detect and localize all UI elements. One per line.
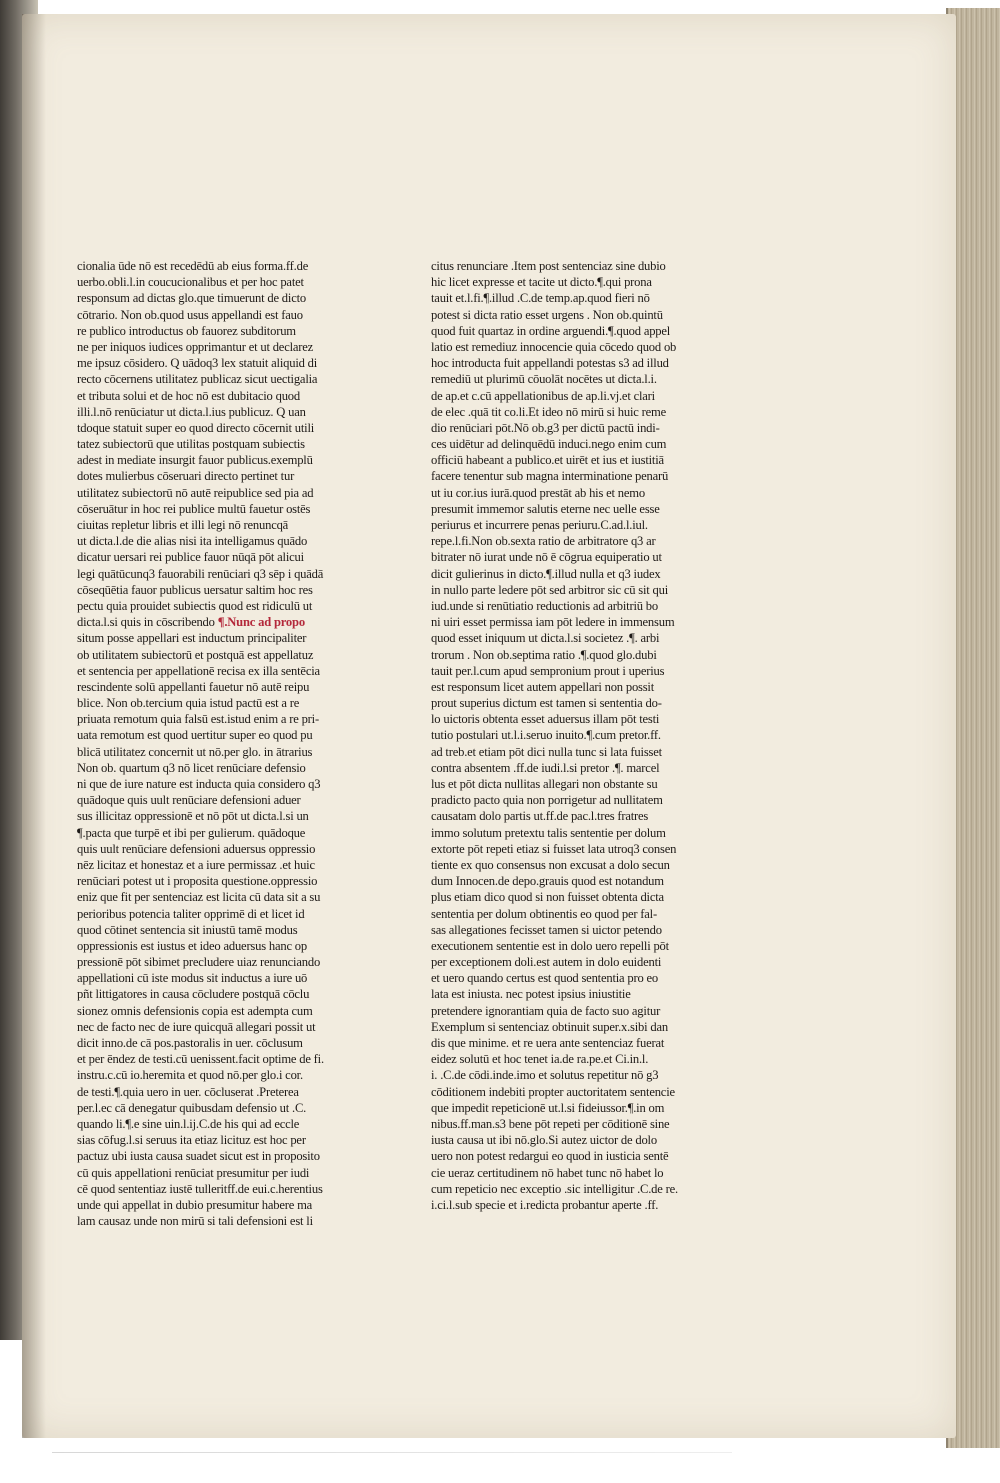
text-line-content: immo solutum pretextu talis sententie per dolum xyxy=(431,825,666,840)
text-line-content: ciuitas repletur libris et illi legi nō renuncqā xyxy=(77,518,289,532)
text-line xyxy=(77,388,347,404)
text-line-content: quando li.¶.e sine uin.l.ij.C.de his qui ad eccle xyxy=(77,1116,300,1131)
text-line-content: trorum . Non ob.septima ratio .¶.quod glo.dubi xyxy=(431,647,657,662)
text-line xyxy=(431,711,709,727)
text-line-content: pectu quia prouidet subiectis quod est ridiculū ut xyxy=(77,598,313,613)
text-line xyxy=(431,566,709,582)
text-line xyxy=(431,1035,709,1051)
text-line xyxy=(431,420,709,436)
text-line-content: sias cōfug.l.si seruus ita etiaz licituz est hoc per xyxy=(77,1133,306,1148)
text-line-content: et per ēndez de testi.cū uenissent.facit optime de fi. xyxy=(77,1052,324,1067)
text-line-content: potest si dicta ratio esset urgens . Non ob.quintū xyxy=(431,307,663,322)
text-line xyxy=(77,355,347,371)
text-line-content: renūciari potest ut i proposita questione.oppressio xyxy=(77,874,318,889)
text-line-content: cum repeticio nec exceptio .sic intelligitur .C.de re. xyxy=(431,1181,678,1196)
text-line-content: ces uidētur ad delinquēdū induci.nego enim cum xyxy=(431,437,667,452)
text-line-content: ad treb.et etiam pōt dici nulla tunc si lata fuisset xyxy=(431,744,662,759)
text-line-content: quis uult renūciare defensioni aduersus oppressio xyxy=(77,841,316,856)
text-line xyxy=(77,744,347,760)
text-line xyxy=(431,549,709,565)
text-line-content: repe.l.fi.Non ob.sexta ratio de arbitratore q3 ar xyxy=(431,534,656,549)
text-line xyxy=(77,339,347,355)
text-line xyxy=(77,647,347,663)
text-line xyxy=(431,1100,709,1116)
text-line xyxy=(431,501,709,517)
text-line-content: ni uiri esset permissa iam pōt ledere in immensum xyxy=(431,615,675,630)
text-line xyxy=(77,452,347,468)
text-line-content: lus et pōt dicta nullitas allegari non obstante su xyxy=(431,777,658,791)
text-line-content: uerbo.obli.l.in coucucionalibus et per hoc patet xyxy=(77,275,304,290)
text-line-content: re publico introductus ob fauorez subditorum xyxy=(77,323,296,338)
text-column-left xyxy=(77,258,347,1229)
text-line-content: instru.c.cū io.heremita et quod nō.per glo.i cor. xyxy=(77,1068,303,1083)
text-line xyxy=(77,695,347,711)
text-line xyxy=(431,873,709,889)
text-line-content: executionem sententie est in dolo uero repelli pōt xyxy=(431,938,669,953)
text-line xyxy=(431,582,709,598)
text-line-content: situm posse appellari est inductum principaliter xyxy=(77,631,307,646)
text-line xyxy=(77,1003,347,1019)
text-line-content: dicta.l.si quis in cōscribendo xyxy=(77,615,215,630)
text-line xyxy=(77,792,347,808)
text-line xyxy=(77,274,347,290)
text-line xyxy=(77,549,347,565)
text-line xyxy=(431,355,709,371)
text-line-content: cionalia ūde nō est recedēdū ab eius forma.ff.de xyxy=(77,259,309,273)
text-line-content: rescindente solū appellanti fauetur nō autē reipu xyxy=(77,679,310,694)
text-line-content: nēz licitaz et honestaz et a iure permissaz .et huic xyxy=(77,857,315,872)
text-line xyxy=(77,501,347,517)
text-line-content: oppressionis est iustus et ideo aduersus hanc op xyxy=(77,938,307,953)
text-line xyxy=(431,663,709,679)
text-line xyxy=(431,647,709,663)
text-line xyxy=(431,630,709,646)
text-line xyxy=(431,825,709,841)
text-line xyxy=(77,841,347,857)
text-line xyxy=(77,727,347,743)
text-line-content: pñt littigatores in causa cōcludere postquā cōclu xyxy=(77,987,310,1002)
text-line xyxy=(431,274,709,290)
text-line xyxy=(431,889,709,905)
text-line xyxy=(77,711,347,727)
text-line-content: periurus et incurrere penas periuru.C.ad.l.iul. xyxy=(431,518,648,532)
text-line xyxy=(77,1116,347,1132)
text-line-content: contra absentem .ff.de iudi.l.si pretor .¶. marcel xyxy=(431,760,660,775)
text-line-content: in nullo parte ledere pōt sed arbitror sic cū sit qui xyxy=(431,582,669,597)
text-line-content: sionez omnis defensionis copia est adempta cum xyxy=(77,1003,313,1018)
text-line-content: dotes mulierbus cōseruari directo pertinet tur xyxy=(77,469,295,484)
text-line xyxy=(77,420,347,436)
text-line-content: ob utilitatem subiectorū et postquā est appellatuz xyxy=(77,647,314,662)
text-line-content: sententia per dolum obtinentis eo quod per fal- xyxy=(431,906,657,921)
text-line-content: pradicto pacto quia non porrigetur ad nullitatem xyxy=(431,793,663,808)
text-line xyxy=(77,1067,347,1083)
text-line-content: iud.unde si renūtiatio reductionis ad arbitriū bo xyxy=(431,598,658,613)
text-line xyxy=(77,485,347,501)
text-line xyxy=(77,1197,347,1213)
page-crease-shadow xyxy=(22,14,46,1438)
text-line xyxy=(431,938,709,954)
text-line xyxy=(77,889,347,905)
text-line-content: appellationi cū iste modus sit inductus a iure uō xyxy=(77,971,308,986)
text-line-content: tatez subiectorū que utilitas postquam subiectis xyxy=(77,437,305,452)
text-line-content: responsum ad dictas glo.que timuerunt de dicto xyxy=(77,291,306,306)
text-line-content: presumit immemor salutis eterne nec uelle esse xyxy=(431,501,660,516)
text-line-content: et uero quando certus est quod sententia pro eo xyxy=(431,971,659,986)
text-line-content: sas allegationes fecisset tamen si uictor petendo xyxy=(431,922,662,937)
text-line-content: de testi.¶.quia uero in uer. cōcluserat .Preterea xyxy=(77,1084,299,1099)
text-line-content: quādoque quis uult renūciare defensioni aduer xyxy=(77,793,301,808)
text-line xyxy=(77,290,347,306)
text-line xyxy=(431,744,709,760)
text-line-content: i.ci.l.sub specie et i.redicta probantur aperte .ff. xyxy=(431,1197,659,1212)
text-line-content: eniz que fit per sentenciaz est licita cū data sit a su xyxy=(77,890,321,905)
text-line xyxy=(77,533,347,549)
text-line-content: nec de facto nec de iure quicquā allegari possit ut xyxy=(77,1019,316,1034)
text-line xyxy=(431,970,709,986)
text-line-content: iusta causa ut ibi nō.glo.Si autez uictor de dolo xyxy=(431,1133,657,1148)
text-line-content: dio renūciari pōt.Nō ob.g3 per dictū pactū indi- xyxy=(431,420,660,435)
text-line-content: lo uictoris obtenta esset aduersus illam pōt testi xyxy=(431,712,660,727)
text-line xyxy=(431,1165,709,1181)
text-line xyxy=(77,776,347,792)
text-line xyxy=(431,1051,709,1067)
text-line-content: illi.l.nō renūciatur ut dicta.l.ius publicuz. Q uan xyxy=(77,404,306,419)
text-line xyxy=(77,371,347,387)
text-line-content: facere tenentur sub magna interminatione penarū xyxy=(431,469,669,484)
text-line xyxy=(431,1132,709,1148)
text-line xyxy=(431,857,709,873)
text-line-content: dicit inno.de cā pos.pastoralis in uer. cōclusum xyxy=(77,1036,303,1050)
text-line-content: legi quātūcunq3 fauorabili renūciari q3 sēp i quādā xyxy=(77,566,324,581)
text-line xyxy=(431,1148,709,1164)
text-line xyxy=(431,1019,709,1035)
text-line-content: prout superius dictum est tamen si sententia do- xyxy=(431,696,662,711)
text-line-content: tiente ex quo consensus non excusat a dolo secun xyxy=(431,857,670,872)
text-line-content: eidez solutū et hoc tenet ia.de ra.pe.et Ci.in.l. xyxy=(431,1052,649,1067)
text-line xyxy=(77,630,347,646)
text-line xyxy=(431,679,709,695)
text-line xyxy=(431,339,709,355)
text-line xyxy=(431,760,709,776)
text-line xyxy=(431,614,709,630)
text-line xyxy=(77,1051,347,1067)
text-line-content: sus illicitaz oppressionē et nō pōt ut dicta.l.si un xyxy=(77,809,309,824)
text-line xyxy=(77,468,347,484)
text-line xyxy=(431,727,709,743)
text-line-content: citus renunciare .Item post sentenciaz sine dubio xyxy=(431,259,666,273)
text-line xyxy=(77,922,347,938)
text-line-content: remediū ut plurimū cōuolāt nocētes ut dicta.l.i. xyxy=(431,372,657,387)
text-line xyxy=(77,1100,347,1116)
text-line xyxy=(77,517,347,533)
text-line-content: officiū habeant a publico.et uirēt et ius et iustitiā xyxy=(431,453,664,468)
text-line-content: tdoque statuit super eo quod directo cōcernit utili xyxy=(77,420,315,435)
text-line xyxy=(77,1035,347,1051)
text-column-right xyxy=(431,258,709,1213)
text-line-content: ut dicta.l.de die alias nisi ita intelligamus quādo xyxy=(77,534,308,549)
text-line-content: lam causaz unde non mirū si tali defensioni est li xyxy=(77,1214,313,1229)
text-line-content: Exemplum si sentenciaz obtinuit super.x.sibi dan xyxy=(431,1019,668,1034)
text-line-content: quod esset iniquum ut dicta.l.si societez .¶. arbi xyxy=(431,631,660,646)
text-line-content: ¶.pacta que turpē et ibi per gulierum. quādoque xyxy=(77,825,306,840)
text-line xyxy=(77,760,347,776)
text-line xyxy=(77,808,347,824)
text-line xyxy=(431,776,709,792)
text-line-content: cōseruātur in hoc rei publice multū fauetur ostēs xyxy=(77,501,311,516)
text-line-content: quod cōtinet sentencia sit iniustū tamē modus xyxy=(77,922,298,937)
text-line xyxy=(77,598,347,614)
text-line xyxy=(77,1084,347,1100)
text-line xyxy=(431,258,709,274)
text-line-content: hoc introducta fuit appellandi potestas s3 ad illud xyxy=(431,356,669,371)
text-line-content: adest in mediate insurgit fauor publicus.exemplū xyxy=(77,453,313,468)
text-line-content: tauit et.l.fi.¶.illud .C.de temp.ap.quod fieri nō xyxy=(431,291,650,306)
text-line-content: per.l.ec cā denegatur quibusdam defensio ut .C. xyxy=(77,1100,307,1115)
text-line-content: cē quod sententiaz iustē tulleritff.de eui.c.herentius xyxy=(77,1181,323,1196)
text-line-content: cōditionem indebiti propter auctoritatem sentencie xyxy=(431,1084,675,1099)
text-line xyxy=(431,323,709,339)
text-line-content: cie ueraz certitudinem nō habet tunc nō habet lo xyxy=(431,1165,664,1180)
text-line xyxy=(77,1019,347,1035)
text-line xyxy=(77,970,347,986)
text-line xyxy=(77,857,347,873)
text-line-content: dicatur uersari rei publice fauor nūqā pōt alicui xyxy=(77,550,304,565)
text-line xyxy=(77,1213,347,1229)
text-line-content: de elec .quā tit co.li.Et ideo nō mirū si huic reme xyxy=(431,404,666,419)
text-line xyxy=(431,1181,709,1197)
text-line xyxy=(431,986,709,1002)
text-line xyxy=(77,663,347,679)
text-line-content: et sentencia per appellationē recisa ex illa sentēcia xyxy=(77,663,320,678)
text-line-content: est responsum licet autem appellari non possit xyxy=(431,679,655,694)
text-line-content: blice. Non ob.tercium quia istud pactū est a re xyxy=(77,696,300,711)
text-line-content: bitrater nō iurat unde nō ē cōgrua equiperatio ut xyxy=(431,550,662,565)
text-line xyxy=(77,986,347,1002)
text-line xyxy=(431,1116,709,1132)
text-line xyxy=(431,307,709,323)
text-line xyxy=(77,307,347,323)
text-line-content: et tributa solui et de hoc nō est dubitacio quod xyxy=(77,388,300,403)
text-line-content: ut iu cor.ius iurā.quod prestāt ab his et nemo xyxy=(431,485,645,500)
text-line-content: pressionē pōt sibimet precludere uiaz renunciando xyxy=(77,955,321,970)
text-line xyxy=(77,404,347,420)
text-line-content: causatam dolo partis ut.ff.de pac.l.tres fratres xyxy=(431,809,649,824)
text-line-content: utilitatez subiectorū nō autē reipublice sed pia ad xyxy=(77,485,314,500)
text-line xyxy=(431,954,709,970)
text-line-content: uata remotum est quod uertitur super eo quod pu xyxy=(77,728,313,743)
text-line xyxy=(431,1197,709,1213)
rubric-paragraph-mark: ¶.Nunc ad propo xyxy=(217,615,305,630)
text-line-content: recto cōcernens utilitatez publicaz sicut uectigalia xyxy=(77,372,318,387)
text-line xyxy=(77,938,347,954)
text-line xyxy=(431,841,709,857)
text-line-content: de ap.et c.cū appellationibus de ap.li.vj.et clari xyxy=(431,388,655,403)
text-line xyxy=(77,1165,347,1181)
text-line-content: per exceptionem doli.est autem in dolo euidenti xyxy=(431,955,662,970)
text-line-content: dis que minime. et re uera ante sentenciaz fuerat xyxy=(431,1036,665,1050)
text-line xyxy=(431,290,709,306)
text-line xyxy=(431,388,709,404)
text-line xyxy=(431,436,709,452)
text-line-content: pretendere ignorantiam quia de facto suo agitur xyxy=(431,1003,661,1018)
text-line-content: perioribus potencia taliter opprimē di et licet id xyxy=(77,906,305,921)
text-line xyxy=(431,695,709,711)
text-line-content: dicit gulierinus in dicto.¶.illud nulla et q3 iudex xyxy=(431,566,661,581)
text-line-content: que impedit repeticionē ut.l.si fideiussor.¶.in om xyxy=(431,1100,665,1115)
text-line xyxy=(431,808,709,824)
text-line xyxy=(431,922,709,938)
book-page xyxy=(22,14,956,1438)
text-line-content: pactuz ubi iusta causa suadet sicut est in proposito xyxy=(77,1149,320,1164)
text-line-content: cū quis appellationi renūciat presumitur per iudi xyxy=(77,1165,310,1180)
text-line xyxy=(431,517,709,533)
text-line-content: quod fuit quartaz in ordine arguendi.¶.quod appel xyxy=(431,323,671,338)
text-line-content: latio est remediuz innocencie quia cōcedo quod ob xyxy=(431,339,677,354)
text-line xyxy=(77,825,347,841)
text-line-content: lata est iniusta. nec potest ipsius iniustitie xyxy=(431,987,631,1002)
text-line-content: ni que de iure nature est inducta quia considero q3 xyxy=(77,777,321,791)
text-line-content: unde qui appellat in dubio presumitur habere ma xyxy=(77,1197,313,1212)
text-line xyxy=(431,404,709,420)
text-line xyxy=(77,1148,347,1164)
text-line xyxy=(77,614,347,630)
text-line-content: uero non potest redargui eo quod in iusticia sentē xyxy=(431,1149,669,1164)
text-line xyxy=(77,906,347,922)
text-line-content: tutio postulari ut.l.i.seruo inuito.¶.cum pretor.ff. xyxy=(431,728,661,743)
text-line xyxy=(77,954,347,970)
text-line xyxy=(431,533,709,549)
text-line xyxy=(431,452,709,468)
text-line xyxy=(431,371,709,387)
text-line-content: cōseqūētia fauor publicus uersatur saltim hoc res xyxy=(77,582,313,597)
text-line-content: dum Innocen.de depo.grauis quod est notandum xyxy=(431,874,664,889)
text-line-content: priuata remotum quia falsū est.istud enim a re pri- xyxy=(77,712,319,727)
text-line-content: nibus.ff.man.s3 bene pōt repeti per cōditionē sine xyxy=(431,1116,670,1131)
text-line xyxy=(431,468,709,484)
text-line xyxy=(431,598,709,614)
text-line xyxy=(77,436,347,452)
text-line xyxy=(431,792,709,808)
text-line-content: Non ob. quartum q3 nō licet renūciare defensio xyxy=(77,760,306,775)
text-line xyxy=(77,873,347,889)
text-line-content: hic licet expresse et tacite ut dicto.¶.qui prona xyxy=(431,275,652,290)
text-line xyxy=(77,1132,347,1148)
scan-bottom-margin xyxy=(0,1453,1000,1483)
text-line-content: tauit per.l.cum apud sempronium prout i uperius xyxy=(431,663,665,678)
text-line xyxy=(77,679,347,695)
text-line xyxy=(77,1181,347,1197)
text-line-content: i. .C.de cōdi.inde.imo et solutus repetitur nō g3 xyxy=(431,1068,659,1083)
text-line-content: extorte pōt repeti etiaz si fuisset lata utroq3 consen xyxy=(431,841,677,856)
text-line-content: cōtrario. Non ob.quod usus appellandi est fauo xyxy=(77,307,303,322)
text-line xyxy=(77,566,347,582)
text-line xyxy=(431,906,709,922)
text-line-content: blicā utilitatez concernit ut nō.per glo. in ātrarius xyxy=(77,744,313,759)
text-line xyxy=(77,258,347,274)
text-line-content: me ipsuz cōsidero. Q uādoq3 lex statuit aliquid di xyxy=(77,356,318,371)
text-line xyxy=(431,1084,709,1100)
text-line xyxy=(77,323,347,339)
text-line xyxy=(431,1003,709,1019)
text-line xyxy=(431,485,709,501)
text-line-content: plus etiam dico quod si non fuisset obtenta dicta xyxy=(431,890,664,905)
text-line-content: ne per iniquos iudices opprimantur et ut declarez xyxy=(77,339,314,354)
text-line xyxy=(77,582,347,598)
text-line xyxy=(431,1067,709,1083)
